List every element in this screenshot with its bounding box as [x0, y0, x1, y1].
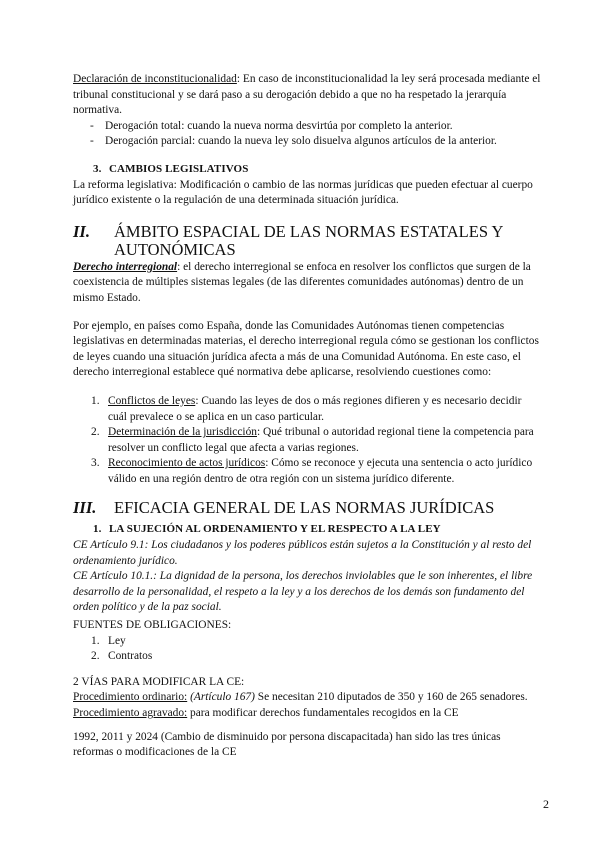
section-iii-1-title: LA SUJECIÓN AL ORDENAMIENTO Y EL RESPECTO A LA LEY: [109, 523, 441, 536]
list-item: - Derogación total: cuando la nueva norma desvirtúa por completo la anterior.: [73, 119, 543, 135]
item-number: 1.: [91, 634, 100, 647]
section-3-title: CAMBIOS LEGISLATIVOS: [109, 162, 249, 175]
section-ii-roman: II.: [73, 221, 90, 241]
section-3-text: La reforma legislativa: Modificación o cambio de las normas jurídicas que pueden efectuar al cuerpo jurídico existente o la regulación de una determinada situación jurídica.: [73, 178, 533, 207]
section-3-heading: [73, 162, 543, 178]
page-number: 2: [543, 797, 549, 811]
interregional-paragraph: Por ejemplo, en países como España, donde las Comunidades Autónomas tienen competencias legislativas en determinadas materias, el derecho interregional regula cómo se gestionan los conflictos de leyes cuando una situación jurídica afecta a más de una Comunidad Autónoma. En este caso, el derecho interregional establece qué normativa debe aplicarse, resolviendo cuestiones como:: [73, 319, 539, 379]
sources-list: [73, 634, 543, 665]
section-iii-roman: III.: [73, 498, 97, 518]
section-3-number: 3.: [93, 162, 102, 175]
item-text: Ley: [108, 634, 126, 647]
interregional-list: [73, 394, 543, 488]
section-iii-1-heading: [73, 522, 543, 538]
article-9-quote: CE Artículo 9.1: Los ciudadanos y los poderes públicos están sujetos a la Constitución y al resto del ordenamiento jurídico.: [73, 539, 532, 567]
aggravated-procedure: [73, 706, 543, 722]
article-10-quote: CE Artículo 10.1.: La dignidad de la persona, los derechos inviolables que le son inherentes, el libre desarrollo de la personalidad, el respeto a la ley y a los derechos de los demás son fundamento del orden político y de la paz social.: [73, 570, 533, 614]
interregional-term: Derecho interregional: [73, 260, 178, 273]
item-number: 2.: [91, 650, 100, 663]
item-label: Conflictos de leyes: [108, 394, 196, 407]
reforms-paragraph: 1992, 2011 y 2024 (Cambio de disminuido por persona discapacitada) han sido las tres únicas reformas o modificaciones de la CE: [73, 730, 501, 759]
aggravated-label: Procedimiento agravado:: [73, 707, 188, 719]
item-number: 3.: [91, 457, 100, 470]
interregional-text: : el derecho interregional se enfoca en resolver los conflictos que surgen de la coexistencia de múltiples sistemas legales (de las diferentes comunidades autónomas) dentro de un mismo Estado.: [73, 260, 531, 304]
ordinary-ref: (Artículo 167): [190, 691, 255, 704]
list-item: [73, 634, 543, 650]
item-text: : Qué tribunal o autoridad regional tiene la competencia para resolver un conflicto legal que afecta a varias regiones.: [108, 426, 534, 454]
ordinary-label: Procedimiento ordinario:: [73, 691, 188, 704]
item-label: Reconocimiento de actos jurídicos: [108, 457, 266, 470]
inconstitucionalidad-paragraph: [73, 72, 543, 119]
section-iii-heading: [73, 499, 543, 517]
list-item: [73, 425, 543, 456]
list-item: [73, 394, 543, 425]
inconstitucionalidad-text: : En caso de inconstitucionalidad la ley será procesada mediante el tribunal constitucional y se dará paso a su derogación debido a que no ha respetado la jerarquía normativa.: [73, 73, 541, 117]
aggravated-text: para modificar derechos fundamentales recogidos en la CE: [187, 707, 459, 719]
section-ii-title: ÁMBITO ESPACIAL DE LAS NORMAS ESTATALES Y AUTONÓMICAS: [114, 221, 503, 259]
sources-heading: FUENTES DE OBLIGACIONES:: [73, 619, 232, 632]
vias-heading: 2 VÍAS PARA MODIFICAR LA CE:: [73, 675, 245, 688]
item-text: Contratos: [108, 650, 153, 663]
page-content: [73, 72, 543, 761]
ordinary-procedure: [73, 690, 543, 706]
section-iii-title: EFICACIA GENERAL DE LAS NORMAS JURÍDICAS: [114, 498, 495, 518]
item-number: 1.: [91, 394, 100, 407]
derogation-list: [73, 119, 543, 150]
list-item: [73, 649, 543, 665]
interregional-definition: [73, 260, 543, 307]
item-text: : Cuando las leyes de dos o más regiones difieren y es necesario decidir cuál prevalece o se aplica en un caso particular.: [108, 394, 522, 423]
item-label: Determinación de la jurisdicción: [108, 426, 257, 439]
section-ii-heading: [73, 223, 543, 259]
item-number: 2.: [91, 426, 100, 439]
list-item: [73, 456, 543, 487]
list-item: - Derogación parcial: cuando la nueva ley solo disuelva algunos artículos de la anterior.: [73, 134, 543, 150]
inconstitucionalidad-label: Declaración de inconstitucionalidad: [73, 73, 237, 85]
section-iii-1-number: 1.: [93, 523, 102, 536]
ordinary-text: Se necesitan 210 diputados de 350 y 160 de 265 senadores.: [254, 691, 528, 704]
item-text: : Cómo se reconoce y ejecuta una sentencia o acto jurídico válido en una región dentro de otra región con un sistema jurídico diferente.: [108, 457, 533, 485]
